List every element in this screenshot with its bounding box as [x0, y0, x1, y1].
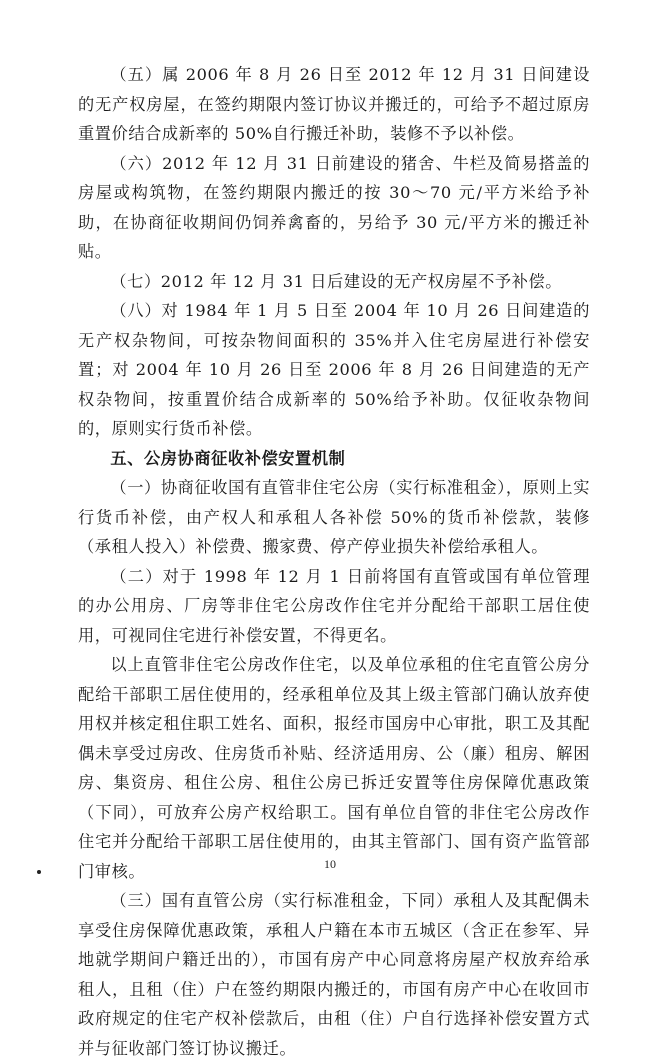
page-number: 10	[324, 857, 336, 871]
paragraph-item-8: （八）对 1984 年 1 月 5 日至 2004 年 10 月 26 日间建造的无产权杂物间，可按杂物间面积的 35%并入住宅房屋进行补偿安置；对 2004 年 10 月 26 日至 2006 年 8 月 26 日间建造的无产权杂物间，按重置价结合成新率的 50%给予补助。仅征收杂物间的，原则实行货币补偿。	[78, 301, 590, 438]
section-paragraph-1: （一）协商征收国有直管非住宅公房（实行标准租金），原则上实行货币补偿，由产权人和承租人各补偿 50%的货币补偿款，装修（承租人投入）补偿费、搬家费、停产停业损失补偿给承租人。	[78, 478, 590, 556]
paragraph-item-5: （五）属 2006 年 8 月 26 日至 2012 年 12 月 31 日间建设的无产权房屋，在签约期限内签订协议并搬迁的，可给予不超过原房重置价结合成新率的 50%自行搬迁补助，装修不予以补偿。	[78, 65, 590, 143]
document-body	[78, 60, 590, 1063]
section-paragraph-3: （三）国有直管公房（实行标准租金，下同）承租人及其配偶未享受住房保障优惠政策，承租人户籍在本市五城区（含正在参军、异地就学期间户籍迁出的），市国有房产中心同意将房屋产权放弃给承租人，且租（住）户在签约期限内搬迁的，市国有房产中心在收回市政府规定的住宅产权补偿款后，由租（住）户自行选择补偿安置方式并与征收部门签订协议搬迁。	[78, 891, 590, 1058]
section-paragraph-2: （二）对于 1998 年 12 月 1 日前将国有直管或国有单位管理的办公用房、厂房等非住宅公房改作住宅并分配给干部职工居住使用，可视同住宅进行补偿安置，不得更名。	[78, 566, 590, 645]
section-paragraph-note: 以上直管非住宅公房改作住宅，以及单位承租的住宅直管公房分配给干部职工居住使用的，经承租单位及其上级主管部门确认放弃使用权并核定租住职工姓名、面积，报经市国房中心审批，职工及其配偶未享受过房改、住房货币补贴、经济适用房、公（廉）租房、解困房、集资房、租住公房、租住公房已拆迁安置等住房保障优惠政策（下同），可放弃公房产权给职工。国有单位自管的非住宅公房改作住宅并分配给干部职工居住使用的，由其主管部门、国有资产监管部门审核。	[78, 655, 590, 881]
paragraph-item-6: （六）2012 年 12 月 31 日前建设的猪舍、牛栏及简易搭盖的房屋或构筑物，在签约期限内搬迁的按 30～70 元/平方米给予补助，在协商征收期间仍饲养禽畜的，另给予 30 元/平方米的搬迁补贴。	[78, 153, 590, 261]
section-heading: 五、公房协商征收补偿安置机制	[110, 448, 346, 468]
paragraph-item-7: （七）2012 年 12 月 31 日后建设的无产权房屋不予补偿。	[110, 271, 563, 291]
bullet-mark	[37, 870, 41, 874]
